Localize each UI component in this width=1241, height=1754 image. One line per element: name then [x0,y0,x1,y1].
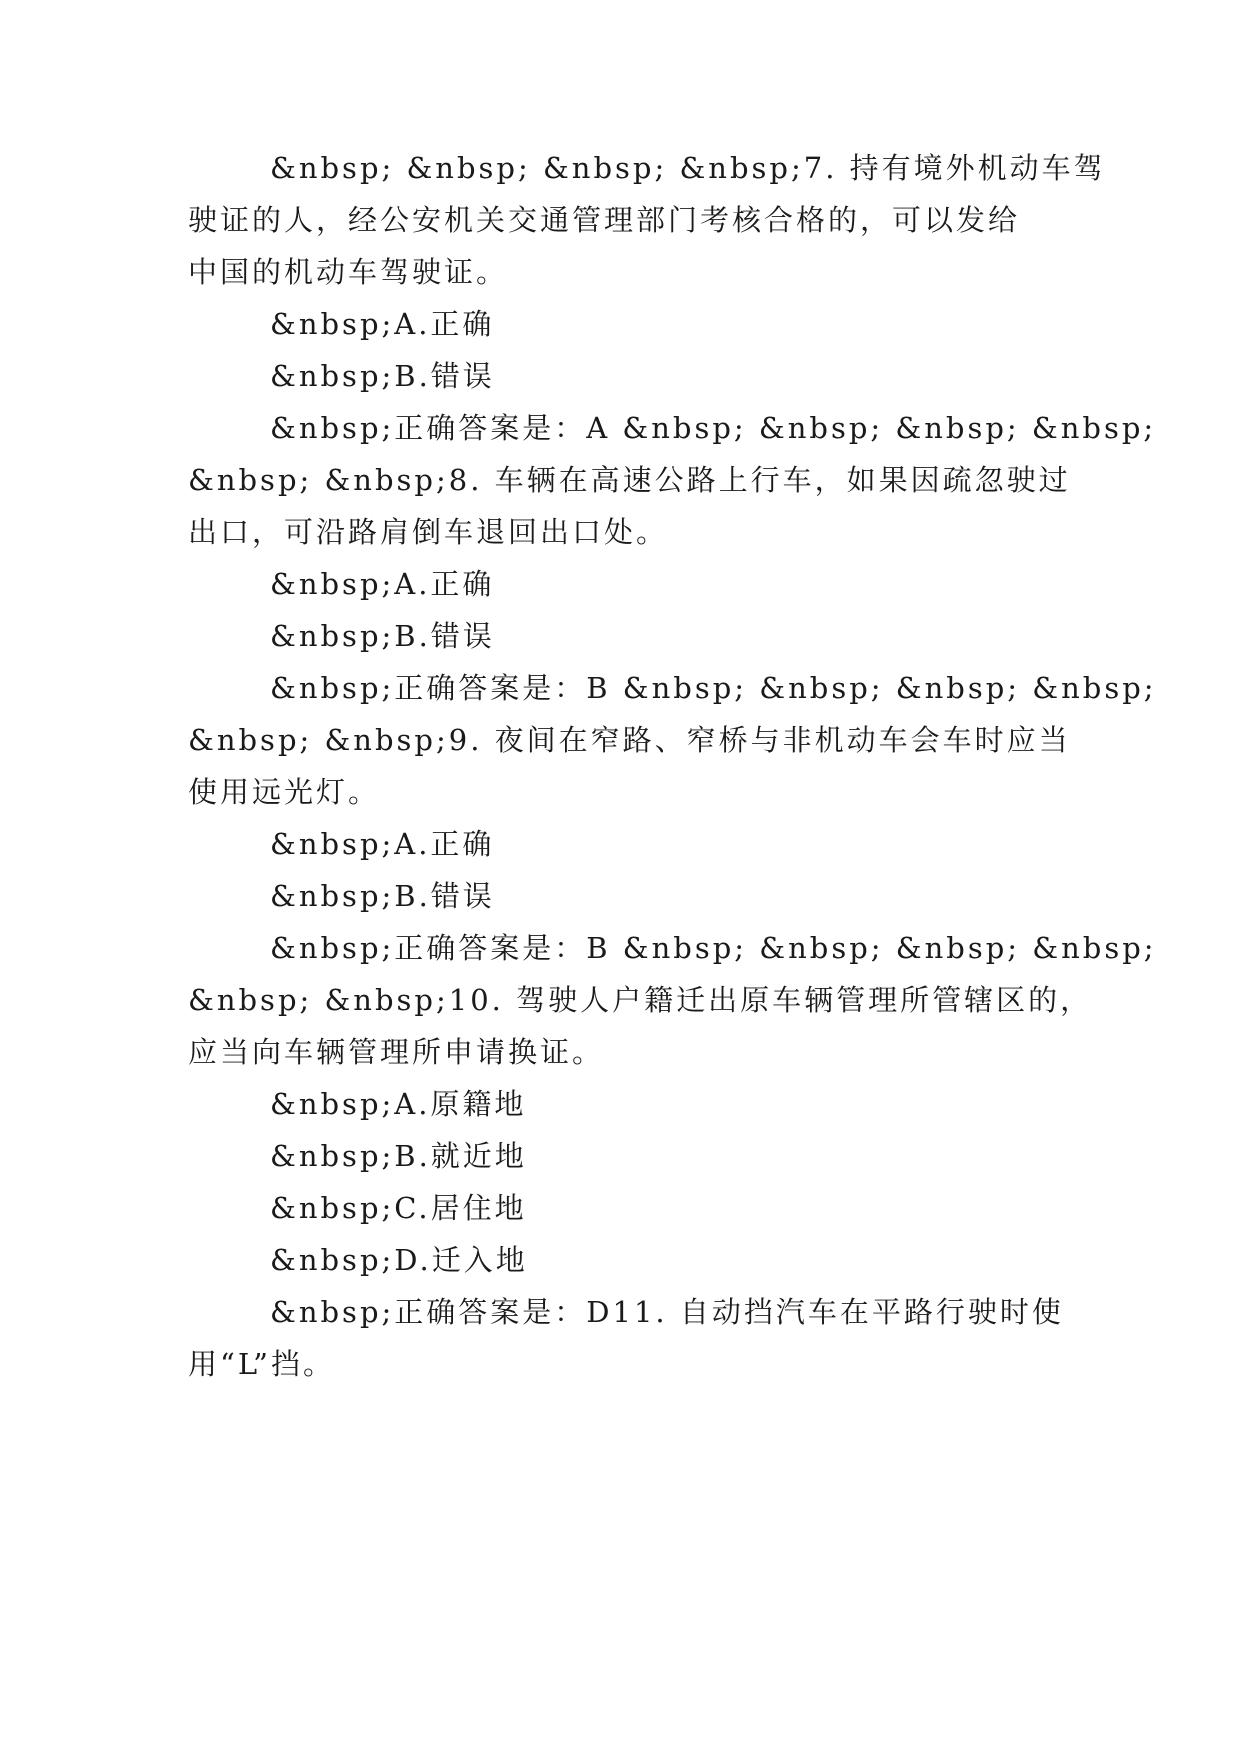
q8-option-b: &nbsp;B.错误 [270,619,495,653]
q10-line-1: &nbsp; &nbsp;10. 驾驶人户籍迁出原车辆管理所管辖区的， [188,983,1093,1017]
q7-line-2: 驶证的人，经公安机关交通管理部门考核合格的，可以发给 [188,203,1021,237]
q9-line-1: &nbsp; &nbsp;9. 夜间在窄路、窄桥与非机动车会车时应当 [188,723,1071,757]
q7-option-a: &nbsp;A.正确 [270,307,495,341]
q10-option-c: &nbsp;C.居住地 [270,1191,527,1225]
q11-line-2: 用“L”挡。 [188,1347,335,1381]
q8-option-a: &nbsp;A.正确 [270,567,495,601]
q10-option-d: &nbsp;D.迁入地 [270,1243,528,1277]
q10-answer-q11-line-1: &nbsp;正确答案是：D11. 自动挡汽车在平路行驶时使 [270,1295,1064,1329]
q9-option-a: &nbsp;A.正确 [270,827,495,861]
q9-option-b: &nbsp;B.错误 [270,879,495,913]
q7-answer: &nbsp;正确答案是：A &nbsp; &nbsp; &nbsp; &nbsp; [270,411,1157,445]
q7-line-3: 中国的机动车驾驶证。 [188,255,509,289]
q9-answer: &nbsp;正确答案是：B &nbsp; &nbsp; &nbsp; &nbsp; [270,931,1157,965]
q7-option-b: &nbsp;B.错误 [270,359,495,393]
q10-option-a: &nbsp;A.原籍地 [270,1087,527,1121]
q10-line-2: 应当向车辆管理所申请换证。 [188,1035,605,1069]
q9-line-2: 使用远光灯。 [188,775,381,809]
q8-answer: &nbsp;正确答案是：B &nbsp; &nbsp; &nbsp; &nbsp; [270,671,1157,705]
q10-option-b: &nbsp;B.就近地 [270,1139,527,1173]
q8-line-1: &nbsp; &nbsp;8. 车辆在高速公路上行车，如果因疏忽驶过 [188,463,1071,497]
q8-line-2: 出口，可沿路肩倒车退回出口处。 [188,515,669,549]
q7-line-1: &nbsp; &nbsp; &nbsp; &nbsp;7. 持有境外机动车驾 [270,151,1106,185]
